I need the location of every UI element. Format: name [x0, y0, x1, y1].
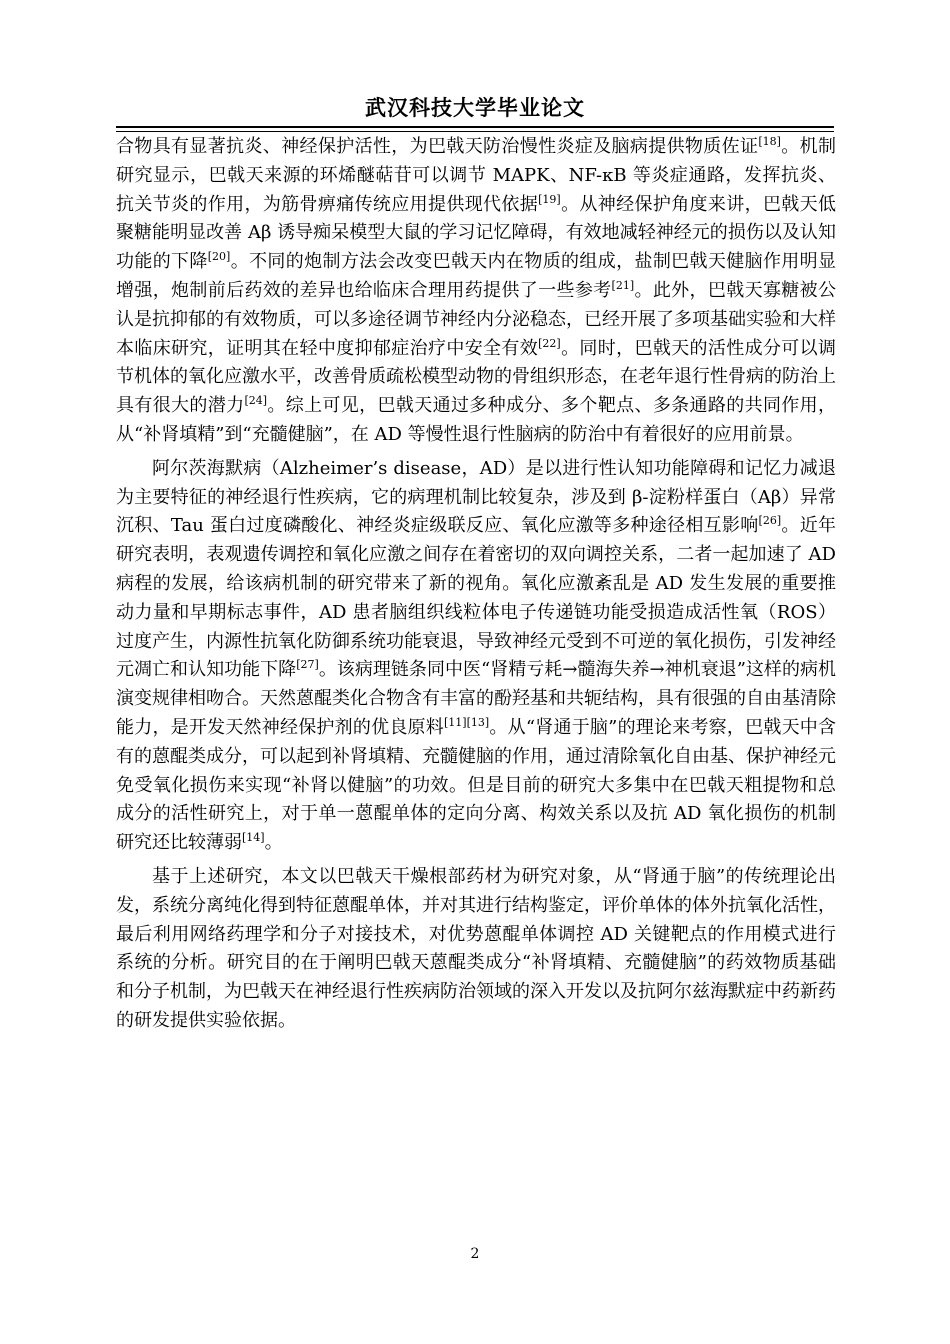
paragraph-text: 。该病理链条同中医“肾精亏耗→髓海失养→神机衰退”这样的病机演变规律相吻合。天然蒽醌类化合物含有丰富的酚羟基和共轭结构，具有很强的自由基清除能力，是开发天然神经保护剂的优良原料 — [116, 659, 836, 738]
paragraph-text: 。从“肾通于脑”的理论来考察，巴戟天中含有的蒽醌类成分，可以起到补肾填精、充髓健脑的作用，通过清除氧化自由基、保护神经元免受氧化损伤来实现“补肾以健脑”的功效。但是目前的研究大多集中在巴戟天粗提物和总成分的活性研究上，对于单一蒽醌单体的定向分离、构效关系以及抗 AD 氧化损伤的机制研究还比较薄弱 — [116, 716, 837, 854]
paragraph-text: 。从神经保护角度来讲，巴戟天低聚糖能明显改善 Aβ 诱导痴呆模型大鼠的学习记忆障碍，有效地减轻神经元的损伤以及认知功能的下降 — [116, 193, 837, 273]
paragraph-text: 。机制研究显示，巴戟天来源的环烯醚萜苷可以调节 MAPK、NF-κB 等炎症通路，发挥抗炎、抗关节炎的作用，为筋骨痹痛传统应用提供现代依据 — [116, 136, 836, 215]
citation-ref: [24] — [244, 394, 268, 408]
citation-ref: [18] — [758, 135, 781, 148]
paragraph — [116, 863, 836, 1036]
paragraph-text: 。综上可见，巴戟天通过多种成分、多个靶点、多条通路的共同作用，从“补肾填精”到“充髓健脑”，在 AD 等慢性退行性脑病的防治中有着很好的应用前景。 — [116, 395, 836, 445]
paragraph — [116, 455, 836, 858]
paragraph-text: 。近年研究表明，表观遗传调控和氧化应激之间存在着密切的双向调控关系，二者一起加速了 AD 病程的发展，给该病机制的研究带来了新的视角。氧化应激紊乱是 AD 发生发展的重要推动力量和早期标志事件，AD 患者脑组织线粒体电子传递链功能受损造成活性氧（ROS）过度产生，内源性抗氧化防御系统功能衰退，导致神经元受到不可逆的氧化损伤，引发神经元凋亡和认知功能下降 — [116, 515, 836, 681]
citation-ref: [11][13] — [444, 715, 490, 729]
citation-ref: [19] — [538, 192, 561, 206]
paragraph-text: 阿尔茨海默病（Alzheimer’s disease，AD）是以进行性认知功能障碍和记忆力减退为主要特征的神经退行性疾病，它的病理机制比较复杂，涉及到 β-淀粉样蛋白（Aβ）异常沉积、Tau 蛋白过度磷酸化、神经炎症级联反应、氧化应激等多种途径相互影响 — [116, 457, 836, 537]
paragraph — [116, 133, 836, 450]
running-header: 武汉科技大学毕业论文 — [365, 95, 585, 120]
page-number: 2 — [470, 1246, 480, 1262]
body-text — [116, 133, 836, 1041]
paragraph-text: 。 — [264, 832, 283, 854]
header-rule-thin — [116, 131, 834, 132]
paragraph-text: 基于上述研究，本文以巴戟天干燥根部药材为研究对象，从“肾通于脑”的传统理论出发，系统分离纯化得到特征蒽醌单体，并对其进行结构鉴定，评价单体的体外抗氧化活性，最后利用网络药理学和分子对接技术，对优势蒽醌单体调控 AD 关键靶点的作用模式进行系统的分析。研究目的在于阐明巴戟天蒽醌类成分“补肾填精、充髓健脑”的药效物质基础和分子机制，为巴戟天在神经退行性疾病防治领域的深入开发以及抗阿尔兹海默症中药新药的研发提供实验依据。 — [116, 865, 836, 1031]
citation-ref: [20] — [207, 250, 231, 264]
header-rule-thick — [116, 126, 834, 128]
citation-ref: [14] — [242, 831, 265, 845]
paragraph-text: 。此外，巴戟天寡糖被公认是抗抑郁的有效物质，可以多途径调节神经内分泌稳态，已经开展了多项基础实验和大样本临床研究，证明其在轻中度抑郁症治疗中安全有效 — [116, 279, 837, 359]
citation-ref: [22] — [538, 336, 561, 350]
citation-ref: [26] — [758, 514, 782, 528]
paragraph-text: 。同时，巴戟天的活性成分可以调节机体的氧化应激水平，改善骨质疏松模型动物的骨组织形态，在老年退行性骨病的防治上具有很大的潜力 — [116, 337, 837, 417]
paragraph-text: 。不同的炮制方法会改变巴戟天内在物质的组成，盐制巴戟天健脑作用明显增强，炮制前后药效的差异也给临床合理用药提供了一些参考 — [116, 251, 836, 301]
citation-ref: [27] — [296, 658, 319, 672]
citation-ref: [21] — [611, 278, 635, 292]
paragraph-text: 合物具有显著抗炎、神经保护活性，为巴戟天防治慢性炎症及脑病提供物质佐证 — [116, 136, 759, 157]
